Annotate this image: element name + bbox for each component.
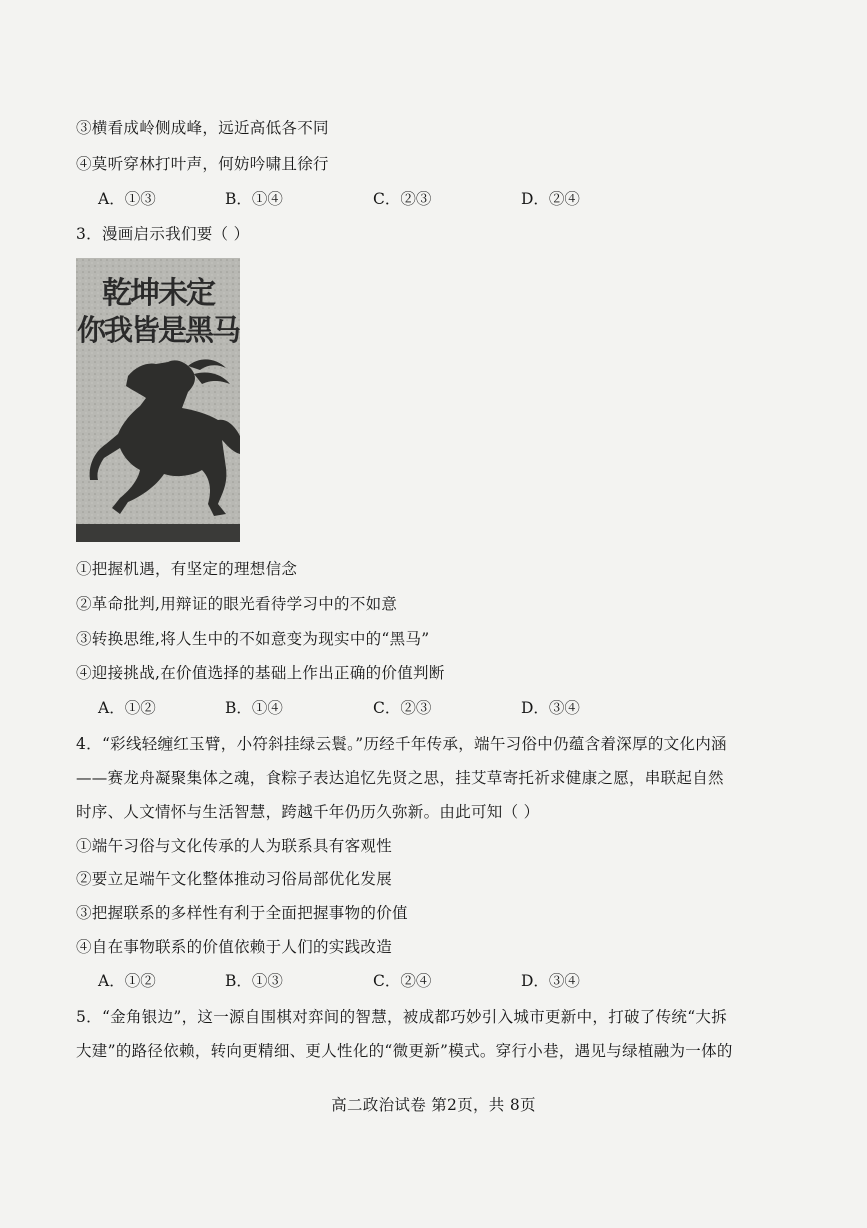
q3-options <box>98 698 698 718</box>
q5-stem-line-2: 大建”的路径依赖，转向更精细、更人性化的“微更新”模式。穿行小巷，遇见与绿植融为一体的 <box>76 1042 733 1060</box>
q4-stem-line-2: ——赛龙舟凝聚集体之魂，食粽子表达追忆先贤之思，挂艾草寄托祈求健康之愿，串联起自然 <box>76 769 724 787</box>
q3-item-1: ①把握机遇，有坚定的理想信念 <box>76 560 298 578</box>
q3-item-3: ③转换思维,将人生中的不如意变为现实中的“黑马” <box>76 630 430 648</box>
cartoon-caption-line-2: 你我皆是黑马 <box>76 313 239 347</box>
q4-item-3: ③把握联系的多样性有利于全面把握事物的价值 <box>76 904 408 922</box>
q2-item-3: ③横看成岭侧成峰，远近高低各不同 <box>76 119 329 137</box>
q3-option-c: C．②③ <box>373 699 432 717</box>
q4-option-b: B．①③ <box>225 972 283 990</box>
q4-item-2: ②要立足端午文化整体推动习俗局部优化发展 <box>76 870 393 888</box>
q4-item-1: ①端午习俗与文化传承的人为联系具有客观性 <box>76 837 393 855</box>
q4-option-c: C．②④ <box>373 972 432 990</box>
q5-stem-line-1: 5．“金角银边”，这一源自围棋对弈间的智慧，被成都巧妙引入城市更新中，打破了传统“大拆 <box>76 1008 728 1026</box>
q2-option-b: B．①④ <box>225 190 283 208</box>
q4-option-a: A．①② <box>98 972 156 990</box>
q4-option-d: D．③④ <box>521 972 580 990</box>
page-footer: 高二政治试卷 第2页，共 8页 <box>331 1096 536 1114</box>
q3-option-b: B．①④ <box>225 699 283 717</box>
q2-option-a: A．①③ <box>98 190 156 208</box>
q3-stem: 3．漫画启示我们要（ ） <box>76 225 250 243</box>
q2-option-d: D．②④ <box>521 190 580 208</box>
q3-option-a: A．①② <box>98 699 156 717</box>
q4-item-4: ④自在事物联系的价值依赖于人们的实践改造 <box>76 938 393 956</box>
q3-item-2: ②革命批判,用辩证的眼光看待学习中的不如意 <box>76 595 398 613</box>
q3-item-4: ④迎接挑战,在价值选择的基础上作出正确的价值判断 <box>76 664 445 682</box>
q2-options <box>98 189 698 209</box>
q4-options <box>98 971 698 991</box>
q4-stem-line-3: 时序、人文情怀与生活智慧，跨越千年仍历久弥新。由此可知（ ） <box>76 803 540 821</box>
q2-option-c: C．②③ <box>373 190 432 208</box>
q3-option-d: D．③④ <box>521 699 580 717</box>
cartoon-caption-line-1: 乾坤未定 <box>102 276 214 311</box>
q4-stem-line-1: 4．“彩线轻缠红玉臂，小符斜挂绿云鬟。”历经千年传承，端午习俗中仍蕴含着深厚的文化内涵 <box>76 735 727 753</box>
q2-item-4: ④莫听穿林打叶声，何妨吟啸且徐行 <box>76 155 329 173</box>
cartoon-image <box>76 258 240 542</box>
